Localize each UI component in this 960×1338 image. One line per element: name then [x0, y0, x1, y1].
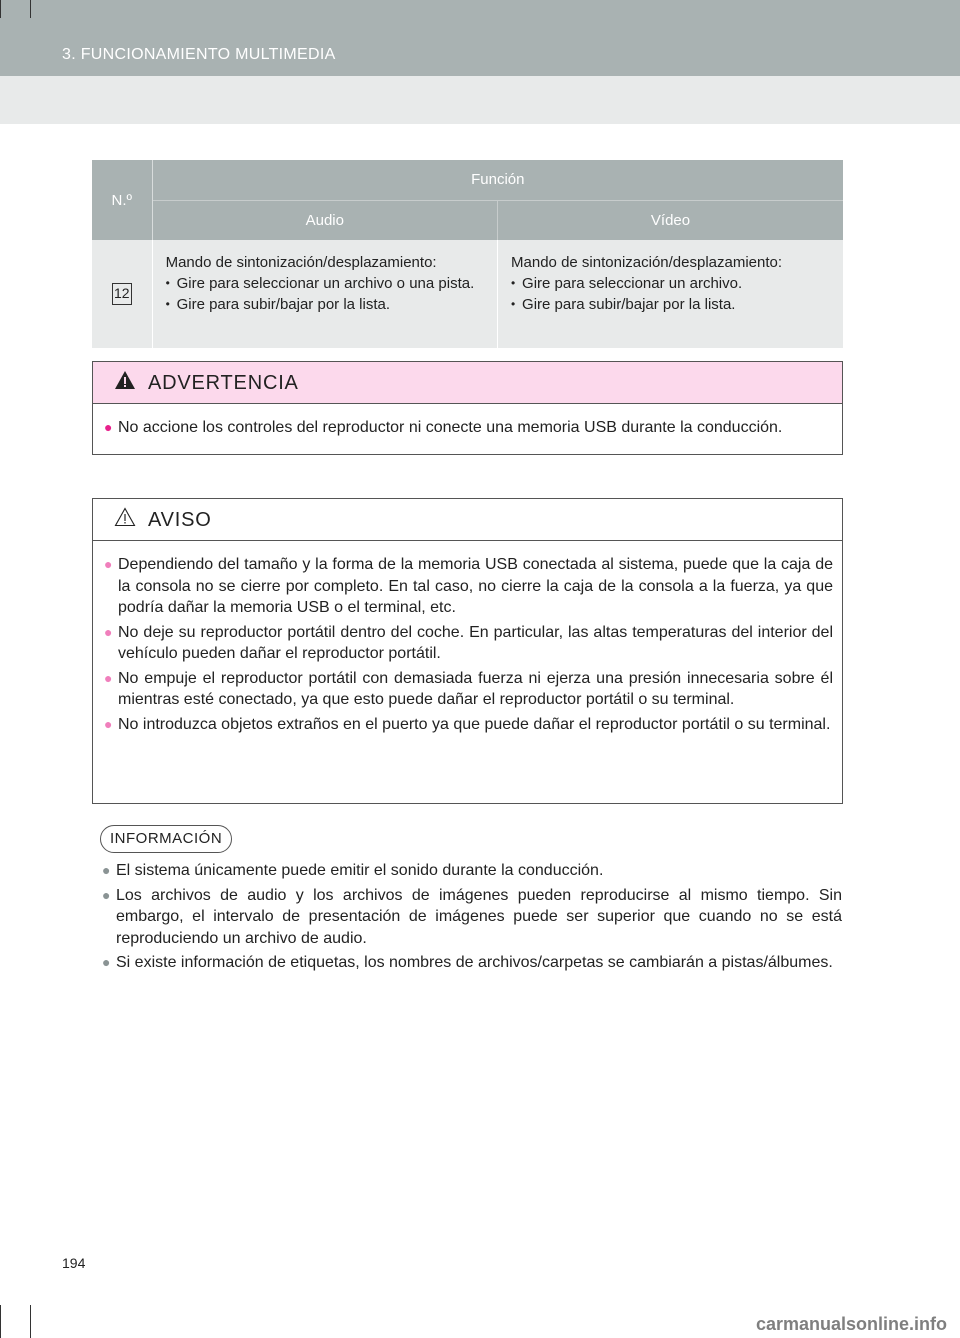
crop-mark	[0, 0, 1, 18]
notice-box	[92, 498, 843, 804]
bullet-icon: ●	[104, 556, 113, 572]
list-item: ● Dependiendo del tamaño y la forma de la memoria USB conectada al sistema, puede que la caja de la consola no se cierre por completo. En tal caso, no cierre la caja de la consola a la fuerza, ya que podría dañar la memoria USB o el terminal, etc.	[104, 554, 833, 619]
bullet-icon: ●	[102, 886, 111, 903]
bullet-icon: ●	[104, 669, 113, 686]
list-item: ● No deje su reproductor portátil dentro del coche. En particular, las altas temperaturas del interior del vehículo pueden dañar el reproductor portátil.	[104, 622, 833, 665]
list-item: • Gire para seleccionar un archivo o una pista.	[165, 275, 475, 292]
page-number: 194	[62, 1255, 86, 1271]
list-item: ● No empuje el reproductor portátil con demasiada fuerza ni ejerza una presión innecesaria sobre él mientras esté conectado, ya que esto puede dañar el reproductor portátil o su terminal.	[104, 668, 833, 711]
column-header-no: N.º	[92, 160, 152, 240]
list-item: ● No introduzca objetos extraños en el puerto ya que puede dañar el reproductor portátil o su terminal.	[104, 714, 833, 736]
list-item: • Gire para subir/bajar por la lista.	[511, 296, 736, 313]
notice-title: AVISO	[148, 509, 212, 531]
bullet-icon: •	[511, 297, 516, 311]
table-row	[92, 240, 843, 348]
crop-mark	[0, 1305, 1, 1338]
video-cell	[498, 240, 843, 348]
list-item: • Gire para subir/bajar por la lista.	[165, 296, 391, 313]
crop-mark	[30, 1305, 31, 1338]
warning-triangle-icon	[114, 370, 136, 390]
list-item: • Gire para seleccionar un archivo.	[511, 275, 743, 292]
warning-title: ADVERTENCIA	[148, 372, 299, 394]
list-item: ● Los archivos de audio y los archivos de imágenes pueden reproducirse al mismo tiempo. Sin embargo, el intervalo de presentación de imágenes puede ser superior que cuando no se está reproduciendo un archivo de audio.	[102, 885, 842, 950]
section-title: 3. FUNCIONAMIENTO MULTIMEDIA	[62, 46, 336, 63]
row-number-badge: 12	[112, 283, 132, 305]
notice-triangle-outline-icon	[114, 507, 136, 527]
list-item: ● El sistema únicamente puede emitir el sonido durante la conducción.	[102, 860, 842, 882]
list-item: ● Si existe información de etiquetas, los nombres de archivos/carpetas se cambiarán a pistas/álbumes.	[102, 952, 842, 974]
column-header-audio: Audio	[152, 200, 497, 240]
column-header-function: Función	[152, 160, 843, 200]
audio-cell-title: Mando de sintonización/desplazamiento:	[165, 254, 437, 271]
watermark[interactable]: carmanualsonline.info	[756, 1314, 948, 1334]
notice-box-header	[93, 499, 842, 541]
info-list	[102, 860, 842, 977]
bullet-icon: ●	[104, 715, 113, 732]
bullet-icon: ●	[104, 623, 113, 640]
warning-box-header	[93, 362, 842, 404]
audio-cell	[152, 240, 497, 348]
list-item: ● No accione los controles del reproductor ni conecte una memoria USB durante la conducción.	[104, 417, 833, 439]
crop-mark	[30, 0, 31, 18]
bullet-icon: •	[165, 297, 170, 311]
column-header-video: Vídeo	[498, 200, 843, 240]
warning-box	[92, 361, 843, 455]
header-bar	[0, 0, 960, 76]
bullet-icon: •	[165, 276, 170, 290]
bullet-icon: ●	[104, 419, 113, 435]
bullet-icon: •	[511, 276, 516, 290]
bullet-icon: ●	[102, 954, 111, 970]
bullet-icon: ●	[102, 862, 111, 878]
info-label: INFORMACIÓN	[100, 825, 232, 853]
function-table	[92, 160, 843, 348]
video-cell-title: Mando de sintonización/desplazamiento:	[511, 254, 783, 271]
